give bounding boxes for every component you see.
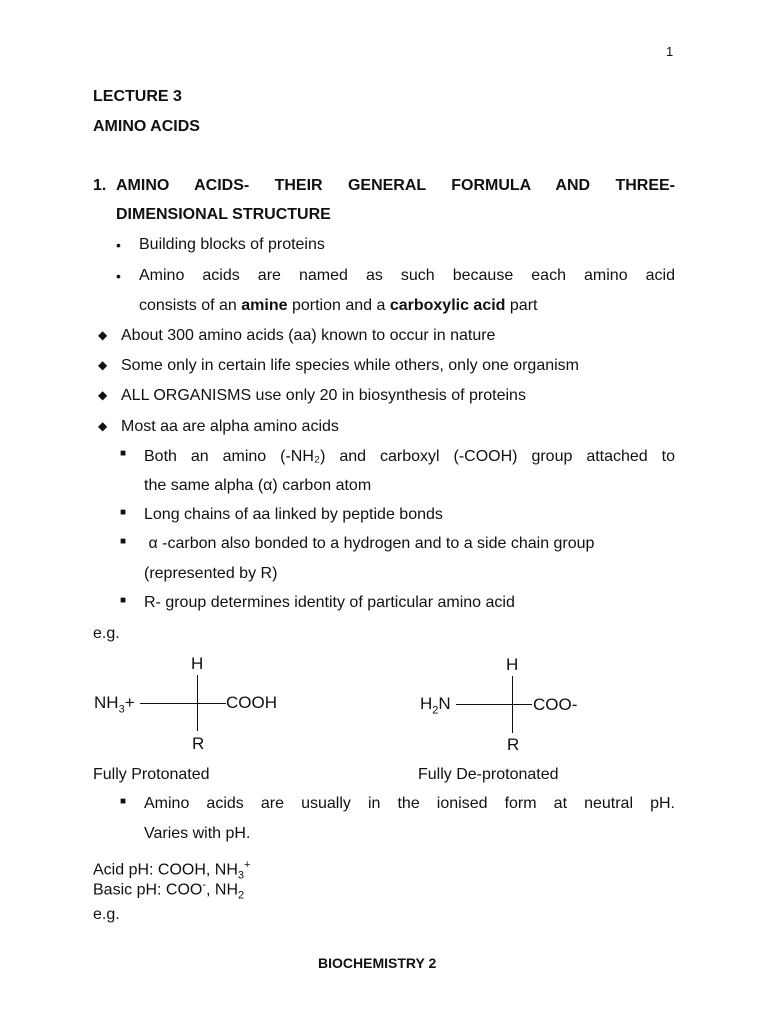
bold-term-carboxylic-acid: carboxylic acid <box>389 297 506 314</box>
r-group-label: R <box>192 734 205 753</box>
bold-term-amine: amine <box>241 297 288 314</box>
diamond-bullet-icon: ◆ <box>98 388 108 402</box>
carboxylate-group-label: COO- <box>533 695 578 714</box>
square-bullet-text: Amino acids are usually in the ionised form at neutral pH. <box>144 795 675 812</box>
lecture-label: LECTURE 3 <box>93 88 182 105</box>
structure-caption: Fully De-protonated <box>418 766 559 783</box>
structure-caption: Fully Protonated <box>93 766 210 783</box>
section-number: 1. <box>93 177 107 194</box>
superscript: - <box>202 879 207 891</box>
diamond-bullet-text: Some only in certain life species while others, only one organism <box>121 357 580 374</box>
carboxyl-group-label: COOH <box>226 693 277 712</box>
page-title: AMINO ACIDS <box>93 118 200 135</box>
page-number: 1 <box>666 44 674 59</box>
text-span: part <box>505 297 538 314</box>
diamond-bullet-text: Most aa are alpha amino acids <box>121 418 339 435</box>
diamond-bullet-icon: ◆ <box>98 419 108 433</box>
bond-horizontal <box>456 704 532 705</box>
hydrogen-label: H <box>506 655 519 674</box>
square-bullet-icon: ■ <box>120 507 127 518</box>
text-span: , NH <box>206 881 239 899</box>
square-bullet-text-continued: the same alpha (α) carbon atom <box>144 477 372 494</box>
page-footer: BIOCHEMISTRY 2 <box>318 955 437 971</box>
diamond-bullet-icon: ◆ <box>98 328 108 342</box>
subscript: 2 <box>238 889 245 902</box>
amino-group-label <box>420 694 451 716</box>
dot-bullet-text: Building blocks of proteins <box>139 236 325 253</box>
square-bullet-icon: ■ <box>120 536 127 547</box>
text-span: Acid pH: COOH, NH <box>93 861 238 879</box>
r-group-label: R <box>507 735 520 754</box>
text-span: portion and a <box>287 297 390 314</box>
amino-group-label <box>94 693 135 715</box>
diamond-bullet-text: About 300 amino acids (aa) known to occur in nature <box>121 327 496 344</box>
dot-bullet-text: Amino acids are named as such because each amino acid <box>139 267 675 284</box>
diamond-bullet-text: ALL ORGANISMS use only 20 in biosynthesis of proteins <box>121 387 526 404</box>
bond-horizontal <box>140 703 226 704</box>
text-span: consists of an <box>139 297 242 314</box>
example-label: e.g. <box>93 906 120 923</box>
section-heading-line1: AMINO ACIDS- THEIR GENERAL FORMULA AND THREE- <box>116 177 675 194</box>
square-bullet-icon: ■ <box>120 448 127 459</box>
subscript: 3 <box>118 703 125 716</box>
subscript: 3 <box>237 869 245 882</box>
text-span: + <box>124 693 135 712</box>
square-bullet-icon: ■ <box>120 595 127 606</box>
basic-ph-line <box>93 879 244 902</box>
square-bullet-text-continued: (represented by R) <box>144 565 278 582</box>
text-span: NH <box>94 693 119 712</box>
square-bullet-text: Long chains of aa linked by peptide bonds <box>144 506 443 523</box>
square-bullet-text: Both an amino (-NH₂) and carboxyl (-COOH) group attached to <box>144 448 675 465</box>
section-heading-line2: DIMENSIONAL STRUCTURE <box>116 206 331 223</box>
hydrogen-label: H <box>191 654 204 673</box>
square-bullet-text-continued: Varies with pH. <box>144 825 251 842</box>
example-label: e.g. <box>93 625 120 642</box>
text-span: N <box>438 694 451 713</box>
square-bullet-text: R- group determines identity of particular amino acid <box>144 594 515 611</box>
dot-bullet-icon: • <box>116 237 121 253</box>
dot-bullet-text-continued <box>139 297 537 315</box>
subscript: 2 <box>432 704 439 717</box>
dot-bullet-icon: • <box>116 268 121 284</box>
superscript: + <box>244 859 251 871</box>
square-bullet-icon: ■ <box>120 796 127 807</box>
text-span: Basic pH: COO <box>93 881 203 899</box>
text-span: H <box>420 694 433 713</box>
square-bullet-text: α -carbon also bonded to a hydrogen and to a side chain group <box>144 535 595 552</box>
diamond-bullet-icon: ◆ <box>98 358 108 372</box>
